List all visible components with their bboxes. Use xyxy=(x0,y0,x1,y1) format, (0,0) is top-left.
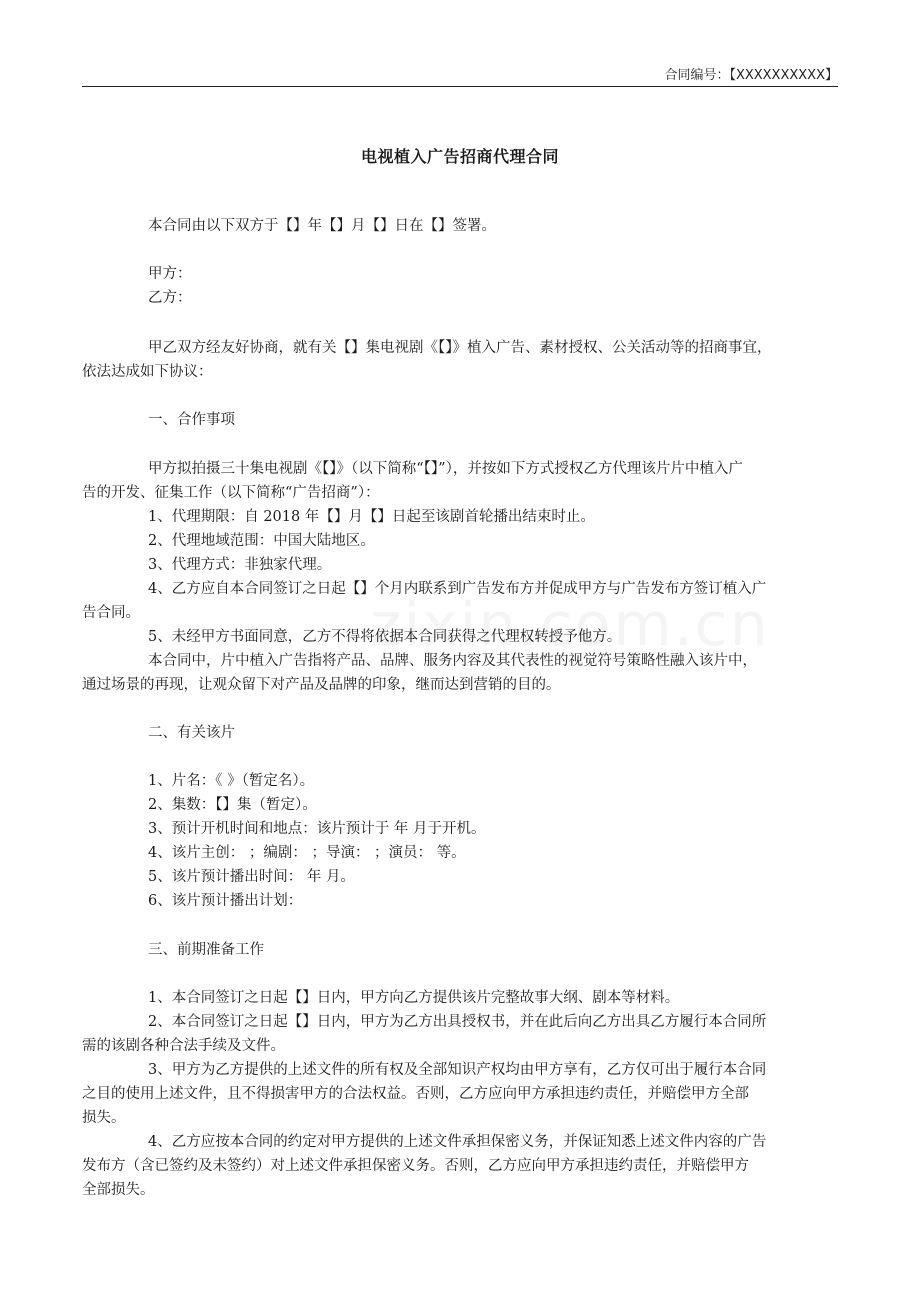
list-item: 1、本合同签订之日起【】日内，甲方向乙方提供该片完整故事大纲、剧本等材料。 xyxy=(148,990,680,1006)
signing-date-line: 本合同由以下双方于【】年【】月【】日在【】签署。 xyxy=(148,218,496,234)
list-item: 2、本合同签订之日起【】日内，甲方为乙方出具授权书，并在此后向乙方出具乙方履行本合同所 xyxy=(148,1014,767,1030)
list-item: 2、集数：【】集（暂定）。 xyxy=(148,797,317,813)
list-item: 3、预计开机时间和地点：该片预计于 年 月于开机。 xyxy=(148,821,486,837)
paragraph-line: 本合同中，片中植入广告指将产品、品牌、服务内容及其代表性的视觉符号策略性融入该片中， xyxy=(148,653,757,669)
list-item: 2、代理地域范围：中国大陆地区。 xyxy=(148,533,375,549)
header-divider xyxy=(82,86,838,87)
list-item: 5、未经甲方书面同意，乙方不得将依据本合同获得之代理权转授予他方。 xyxy=(148,629,622,645)
paragraph-line: 甲方拟拍摄三十集电视剧《【】》（以下简称“【】”），并按如下方式授权乙方代理该片片中植入广 xyxy=(148,461,743,477)
paragraph-line: 发布方（含已签约及未签约）对上述文件承担保密义务。否则，乙方应向甲方承担违约责任，并赔偿甲方 xyxy=(82,1158,749,1174)
list-item: 4、乙方应自本合同签订之日起【】个月内联系到广告发布方并促成甲方与广告发布方签订植入广 xyxy=(148,581,767,597)
list-item: 4、该片主创： ；编剧： ；导演： ；演员： 等。 xyxy=(148,845,466,861)
list-item: 6、该片预计播出计划： xyxy=(148,893,303,909)
section-heading-1: 一、合作事项 xyxy=(148,412,235,428)
section-heading-3: 三、前期准备工作 xyxy=(148,942,264,958)
preamble-line-1: 甲乙双方经友好协商，就有关【】集电视剧《【】》植入广告、素材授权、公关活动等的招商事宜， xyxy=(148,340,772,356)
list-item: 1、代理期限：自 2018 年【】月【】日起至该剧首轮播出结束时止。 xyxy=(148,509,595,525)
paragraph-line: 之目的使用上述文件，且不得损害甲方的合法权益。否则，乙方应向甲方承担违约责任，并赔偿甲方全部 xyxy=(82,1086,749,1102)
preamble-line-2: 依法达成如下协议： xyxy=(82,364,213,380)
list-item: 3、甲方为乙方提供的上述文件的所有权及全部知识产权均由甲方享有，乙方仅可出于履行本合同 xyxy=(148,1062,767,1078)
paragraph-line: 需的该剧各种合法手续及文件。 xyxy=(82,1038,285,1054)
document-title: 电视植入广告招商代理合同 xyxy=(360,147,559,166)
paragraph-line: 损失。 xyxy=(82,1110,126,1126)
party-a-line: 甲方： xyxy=(148,266,192,282)
paragraph-line: 告合同。 xyxy=(82,605,140,621)
list-item: 4、乙方应按本合同的约定对甲方提供的上述文件承担保密义务，并保证知悉上述文件内容的广告 xyxy=(148,1134,767,1150)
paragraph-line: 告的开发、征集工作（以下简称“广告招商”）： xyxy=(82,485,380,501)
list-item: 1、片名：《 》（暂定名）。 xyxy=(148,773,315,789)
paragraph-line: 通过场景的再现，让观众留下对产品及品牌的印象，继而达到营销的目的。 xyxy=(82,677,561,693)
paragraph-line: 全部损失。 xyxy=(82,1182,155,1198)
list-item: 5、该片预计播出时间： 年 月。 xyxy=(148,869,355,885)
party-b-line: 乙方： xyxy=(148,290,192,306)
section-heading-2: 二、有关该片 xyxy=(148,725,235,741)
contract-number: 合同编号：【XXXXXXXXXX】 xyxy=(664,68,838,83)
list-item: 3、代理方式：非独家代理。 xyxy=(148,557,332,573)
